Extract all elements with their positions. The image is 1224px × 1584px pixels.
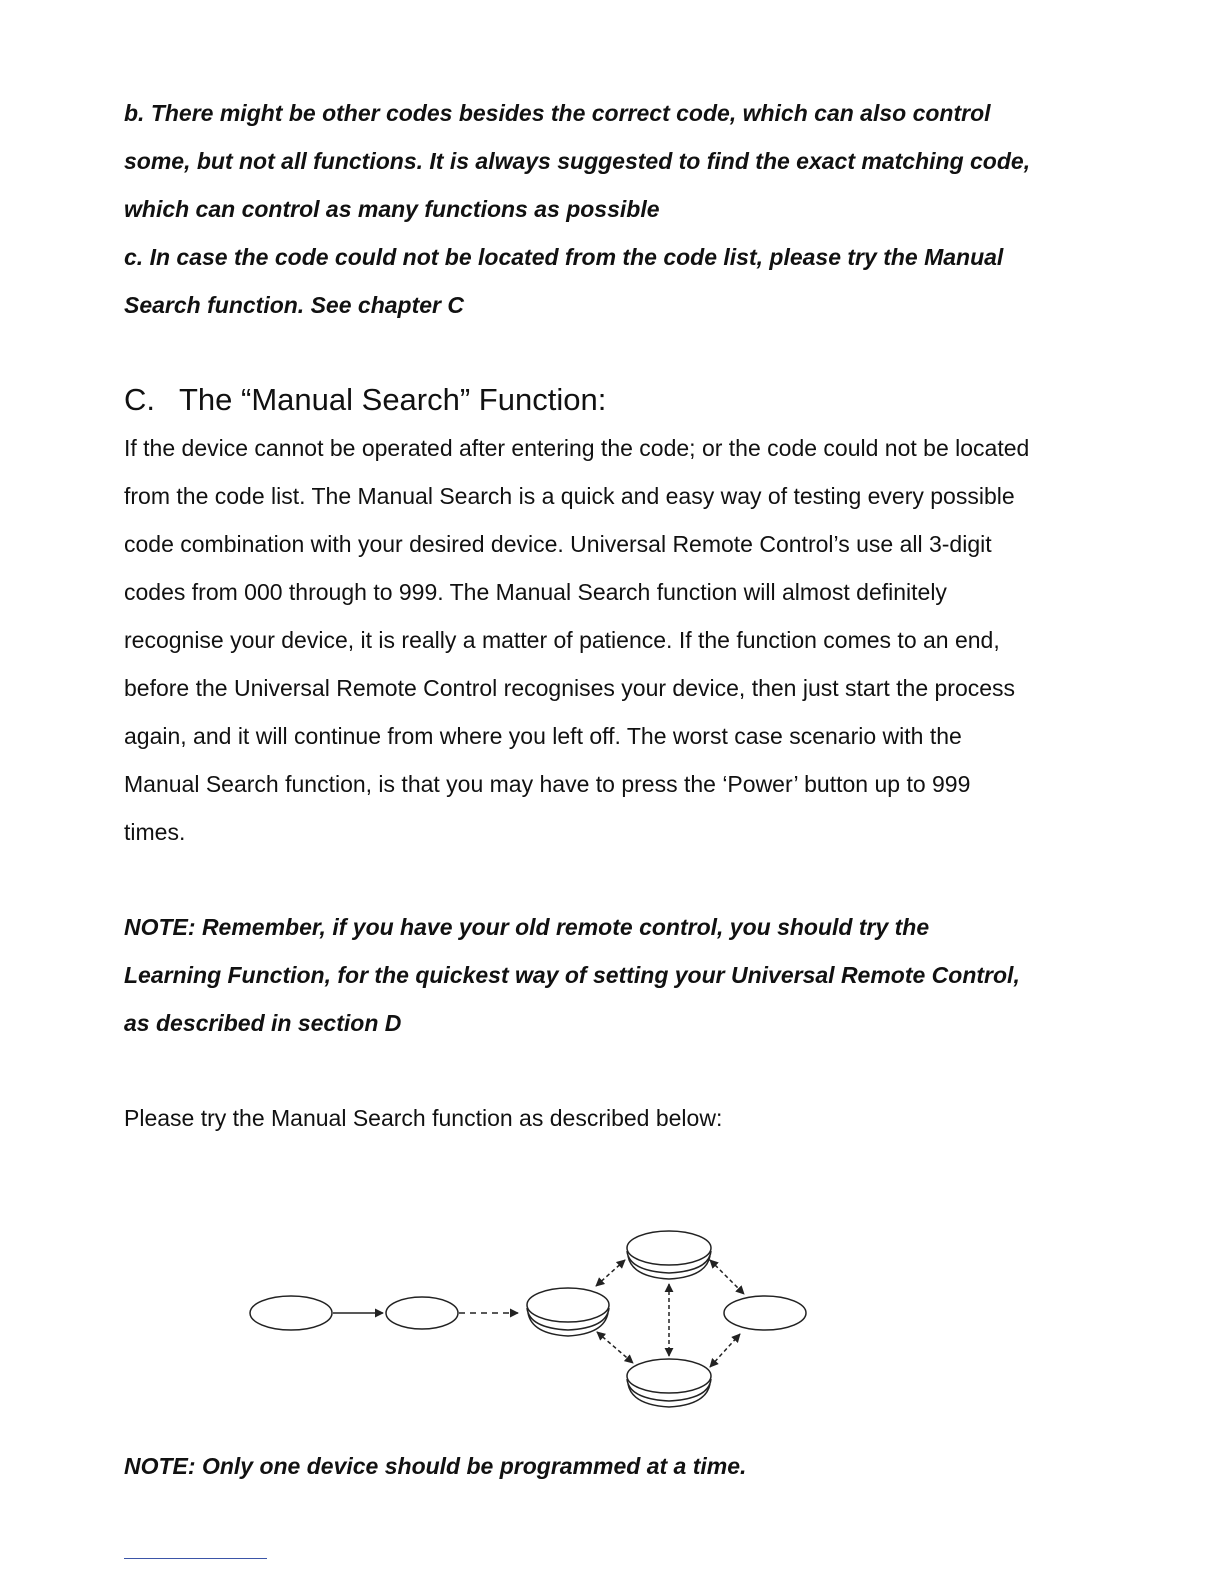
- text-line: Search function. See chapter C: [124, 292, 464, 318]
- text-line: c. In case the code could not be located from the code list, please try the Manual: [124, 244, 1004, 270]
- section-body: [124, 424, 1104, 856]
- button-oval-stacked-center: [527, 1288, 609, 1336]
- text-line: b. There might be other codes besides the correct code, which can also control: [124, 100, 991, 126]
- note-one-device: [124, 1442, 1104, 1490]
- section-title: The “Manual Search” Function:: [179, 382, 607, 417]
- button-oval-stacked-top: [627, 1231, 711, 1279]
- text-line: Learning Function, for the quickest way of setting your Universal Remote Control,: [124, 962, 1020, 988]
- arrow-down-left: [597, 1332, 633, 1363]
- button-oval-stacked-bottom: [627, 1359, 711, 1407]
- text-line: codes from 000 through to 999. The Manual Search function will almost definitely: [124, 579, 947, 605]
- text-line: as described in section D: [124, 1010, 402, 1036]
- note-learning: [124, 903, 1104, 1047]
- instruction-text: Please try the Manual Search function as described below:: [124, 1105, 723, 1131]
- text-line: which can control as many functions as possible: [124, 196, 660, 222]
- footer-rule: [124, 1558, 267, 1559]
- text-line: from the code list. The Manual Search is a quick and easy way of testing every possible: [124, 483, 1015, 509]
- button-oval-right: [724, 1296, 806, 1330]
- text-line: recognise your device, it is really a matter of patience. If the function comes to an end,: [124, 627, 1000, 653]
- notes-b-c: [124, 89, 1104, 329]
- text-line: If the device cannot be operated after entering the code; or the code could not be located: [124, 435, 1030, 461]
- button-oval-2: [386, 1297, 458, 1329]
- text-line: times.: [124, 819, 186, 845]
- arrow-bottom-right: [710, 1334, 740, 1367]
- text-line: again, and it will continue from where you left off. The worst case scenario with the: [124, 723, 962, 749]
- text-line: NOTE: Remember, if you have your old remote control, you should try the: [124, 914, 930, 940]
- arrow-top-right: [710, 1260, 744, 1294]
- note-text: NOTE: Only one device should be programmed at a time.: [124, 1453, 747, 1479]
- arrow-up-left: [596, 1260, 625, 1286]
- text-line: Manual Search function, is that you may have to press the ‘Power’ button up to 999: [124, 771, 971, 797]
- text-line: before the Universal Remote Control recognises your device, then just start the process: [124, 675, 1016, 701]
- text-line: some, but not all functions. It is always suggested to find the exact matching code,: [124, 148, 1031, 174]
- instruction: [124, 1094, 1104, 1142]
- section-number: C.: [124, 382, 155, 417]
- button-sequence-diagram: [240, 1220, 820, 1420]
- text-line: code combination with your desired device. Universal Remote Control’s use all 3-digit: [124, 531, 992, 557]
- section-heading: [124, 376, 1104, 424]
- button-oval-1: [250, 1296, 332, 1330]
